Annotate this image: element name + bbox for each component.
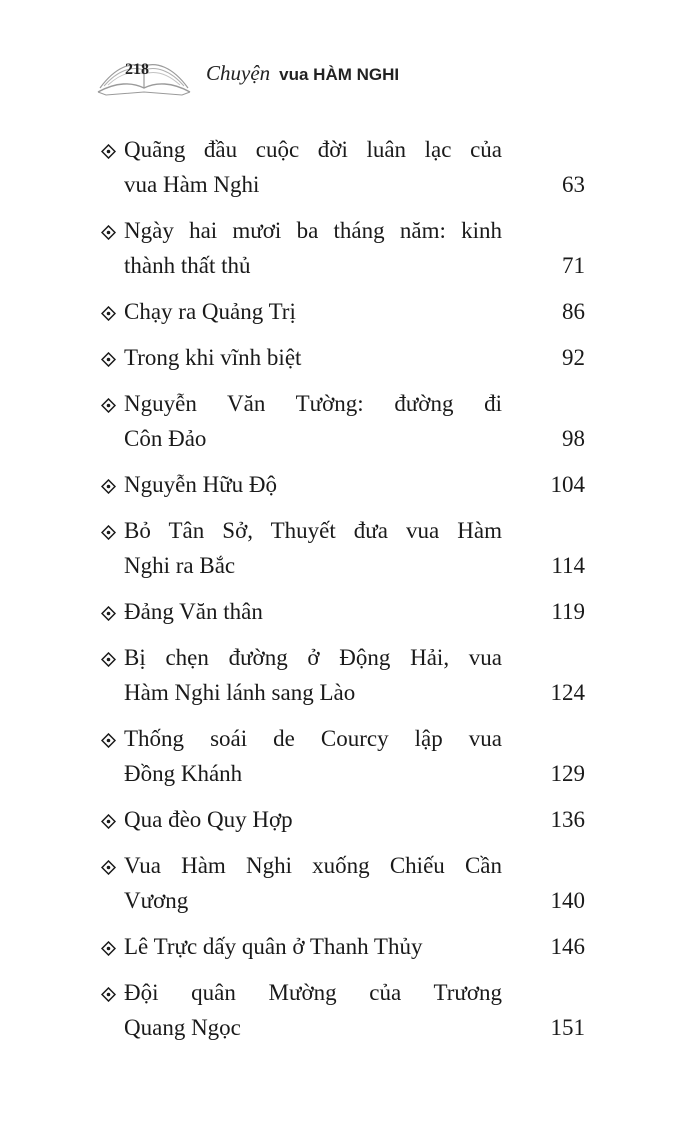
toc-page-number: 140 (550, 888, 585, 913)
toc-line (101, 548, 585, 583)
toc-entry-title: Qua đèo Quy Hợp (124, 807, 293, 832)
toc-entry-title: Vương (124, 888, 189, 913)
toc-page-number: 114 (551, 553, 585, 578)
toc-entry-title: Quang Ngọc (124, 1015, 241, 1040)
toc-line (101, 167, 585, 202)
diamond-bullet-icon (101, 294, 124, 329)
toc-entry-title: Nguyễn Văn Tường: đường đi (124, 391, 502, 416)
diamond-bullet-icon (101, 132, 124, 167)
toc-line (101, 421, 585, 456)
toc-entry[interactable] (101, 640, 585, 710)
toc-entry-title: Bị chẹn đường ở Động Hải, vua (124, 645, 502, 670)
toc-entry-title: thành thất thủ (124, 253, 251, 278)
diamond-bullet-icon (101, 213, 124, 248)
diamond-bullet-icon (101, 929, 124, 964)
toc-line (101, 340, 585, 375)
toc-entry-title: Đảng Văn thân (124, 599, 263, 624)
toc-page-number: 124 (550, 680, 585, 705)
diamond-bullet-icon (101, 340, 124, 375)
toc-entry[interactable] (101, 340, 585, 375)
toc-line (101, 248, 585, 283)
toc-line (101, 594, 585, 629)
toc-page-number: 151 (550, 1015, 585, 1040)
toc-entry-title: Ngày hai mươi ba tháng năm: kinh (124, 218, 502, 243)
toc-page-number: 92 (562, 345, 585, 370)
toc-page-number: 104 (550, 472, 585, 497)
toc-page-number: 98 (562, 426, 585, 451)
diamond-bullet-icon (101, 721, 124, 756)
running-title-caps: vua HÀM NGHI (279, 65, 400, 84)
toc-page-number: 71 (562, 253, 585, 278)
diamond-bullet-icon (101, 975, 124, 1010)
toc-line (101, 1010, 585, 1045)
toc-line (101, 467, 585, 502)
toc-entry-title: vua Hàm Nghi (124, 172, 260, 197)
toc-page-number: 129 (550, 761, 585, 786)
diamond-bullet-icon (101, 386, 124, 421)
running-title-script: Chuyện (206, 61, 271, 85)
toc-entry[interactable] (101, 467, 585, 502)
page-number: 218 (125, 61, 149, 78)
toc-page-number: 136 (550, 807, 585, 832)
toc-page-number: 86 (562, 299, 585, 324)
running-title (206, 61, 399, 86)
toc-page-number: 63 (562, 172, 585, 197)
toc-entry[interactable] (101, 929, 585, 964)
table-of-contents (101, 132, 585, 1056)
toc-entry-title: Vua Hàm Nghi xuống Chiếu Cần (124, 853, 502, 878)
toc-line (101, 640, 585, 675)
toc-entry[interactable] (101, 721, 585, 791)
toc-line (101, 386, 585, 421)
toc-entry-title: Đồng Khánh (124, 761, 243, 786)
toc-entry-title: Côn Đảo (124, 426, 207, 451)
diamond-bullet-icon (101, 640, 124, 675)
running-header (96, 52, 596, 98)
toc-line (101, 848, 585, 883)
toc-entry-title: Hàm Nghi lánh sang Lào (124, 680, 356, 705)
diamond-bullet-icon (101, 848, 124, 883)
toc-entry-title: Trong khi vĩnh biệt (124, 345, 302, 370)
toc-line (101, 675, 585, 710)
toc-entry[interactable] (101, 594, 585, 629)
toc-entry[interactable] (101, 848, 585, 918)
toc-line (101, 213, 585, 248)
toc-line (101, 132, 585, 167)
toc-line (101, 721, 585, 756)
toc-entry-title: Lê Trực dấy quân ở Thanh Thủy (124, 934, 423, 959)
toc-entry-title: Đội quân Mường của Trương (124, 980, 502, 1005)
toc-line (101, 756, 585, 791)
toc-entry-title: Thống soái de Courcy lập vua (124, 726, 502, 751)
toc-entry-title: Chạy ra Quảng Trị (124, 299, 296, 324)
toc-line (101, 929, 585, 964)
toc-line (101, 294, 585, 329)
diamond-bullet-icon (101, 594, 124, 629)
toc-entry[interactable] (101, 294, 585, 329)
toc-line (101, 975, 585, 1010)
toc-entry[interactable] (101, 513, 585, 583)
toc-entry-title: Quãng đầu cuộc đời luân lạc của (124, 137, 502, 162)
toc-line (101, 802, 585, 837)
diamond-bullet-icon (101, 802, 124, 837)
toc-entry[interactable] (101, 386, 585, 456)
toc-entry-title: Bỏ Tân Sở, Thuyết đưa vua Hàm (124, 518, 502, 543)
toc-entry[interactable] (101, 975, 585, 1045)
diamond-bullet-icon (101, 513, 124, 548)
toc-entry-title: Nghi ra Bắc (124, 553, 236, 578)
diamond-bullet-icon (101, 467, 124, 502)
toc-entry[interactable] (101, 132, 585, 202)
toc-page-number: 146 (550, 934, 585, 959)
toc-page-number: 119 (551, 599, 585, 624)
toc-line (101, 883, 585, 918)
toc-entry[interactable] (101, 213, 585, 283)
toc-entry[interactable] (101, 802, 585, 837)
toc-entry-title: Nguyễn Hữu Độ (124, 472, 278, 497)
toc-line (101, 513, 585, 548)
